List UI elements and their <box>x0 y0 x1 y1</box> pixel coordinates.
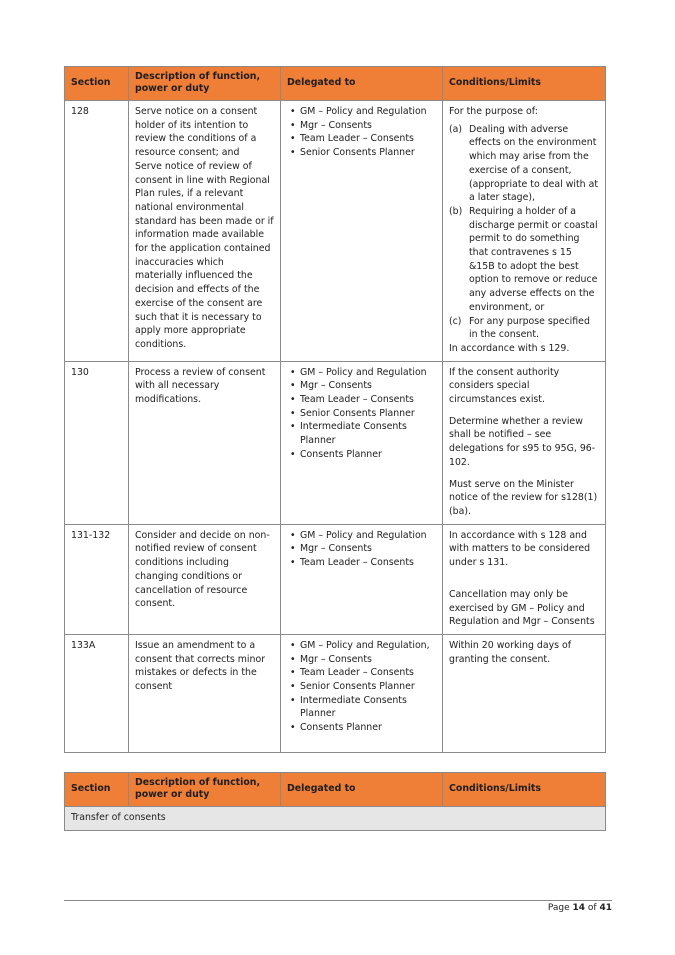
row-section: 133A <box>65 634 129 752</box>
delegate-item: • Senior Consents Planner <box>287 146 436 160</box>
condition-marker: (a) <box>449 123 463 135</box>
row-conditions <box>443 101 606 362</box>
condition-item <box>449 123 599 205</box>
delegate-item: • Team Leader – Consents <box>287 556 436 570</box>
delegate-item: • Intermediate Consents Planner <box>287 694 436 721</box>
condition-paragraph: Must serve on the Minister notice of the review for s128(1)(ba). <box>449 478 598 517</box>
page-total: 41 <box>599 903 612 913</box>
header-description: Description of function, power or duty <box>129 67 281 101</box>
description-paragraph: Issue an amendment to a consent that corrects minor mistakes or defects in the consent <box>135 639 266 693</box>
table-header-row <box>65 773 606 807</box>
header-delegated: Delegated to <box>281 67 443 101</box>
condition-marker: (c) <box>449 315 462 327</box>
delegate-item: • Team Leader – Consents <box>287 132 436 146</box>
row-description <box>129 361 281 524</box>
table-row <box>65 634 606 752</box>
table-row <box>65 101 606 362</box>
header-conditions: Conditions/Limits <box>443 773 606 807</box>
page-current: 14 <box>572 903 586 913</box>
condition-marker: (b) <box>449 205 463 217</box>
description-paragraph: Serve notice of review of consent in line with Regional Plan rules, if a relevant national environmental standard has been made or if information made available for the application contained inaccuracies which materially influenced the decision and effects of the exercise of the consent are such that it is necessary to apply more appropriate conditions. <box>135 160 274 350</box>
delegate-item: • Consents Planner <box>287 721 436 735</box>
delegate-item: • GM – Policy and Regulation <box>287 529 436 543</box>
delegate-item: • Mgr – Consents <box>287 653 436 667</box>
conditions-intro: For the purpose of: <box>449 106 538 117</box>
row-conditions <box>443 524 606 634</box>
header-conditions: Conditions/Limits <box>443 67 606 101</box>
condition-text: For any purpose specified in the consent. <box>469 315 590 341</box>
row-description <box>129 524 281 634</box>
page-of: of <box>587 903 597 913</box>
row-description <box>129 101 281 362</box>
condition-item <box>449 315 599 342</box>
delegate-item: • Team Leader – Consents <box>287 393 436 407</box>
table-row <box>65 361 606 524</box>
delegate-item: • Intermediate Consents Planner <box>287 420 436 447</box>
condition-text: Requiring a holder of a discharge permit or coastal permit to do something that contravenes s 15 &15B to adopt the best option to remove or reduce any adverse effects on the environment, or <box>469 205 598 313</box>
description-paragraph: Serve notice on a consent holder of its intention to review the conditions of a resource consent; and <box>135 106 258 159</box>
row-conditions <box>443 361 606 524</box>
delegations-table <box>64 66 606 753</box>
delegate-item: • Mgr – Consents <box>287 379 436 393</box>
row-section: 131-132 <box>65 524 129 634</box>
condition-paragraph: Cancellation may only be exercised by GM – Policy and Regulation and Mgr – Consents <box>449 588 595 628</box>
condition-item <box>449 205 599 315</box>
delegate-item: • Senior Consents Planner <box>287 407 436 421</box>
page-number <box>548 903 612 913</box>
row-section: 128 <box>65 101 129 362</box>
description-paragraph: Process a review of consent with all necessary modifications. <box>135 366 266 406</box>
condition-text: Dealing with adverse effects on the environment which may arise from the exercise of a consent, (appropriate to deal with at a later stage), <box>469 123 598 204</box>
header-section: Section <box>65 773 129 807</box>
row-delegated <box>281 524 443 634</box>
delegate-item: • Team Leader – Consents <box>287 666 436 680</box>
row-conditions <box>443 634 606 752</box>
table-row <box>65 524 606 634</box>
header-section: Section <box>65 67 129 101</box>
transfer-table <box>64 772 606 831</box>
subheading-row <box>65 807 606 831</box>
condition-paragraph: Determine whether a review shall be notified – see delegations for s95 to 95G, 96-102. <box>449 415 596 468</box>
condition-paragraph: In accordance with s 128 and with matters to be considered under s 131. <box>449 529 591 569</box>
delegate-item: • Senior Consents Planner <box>287 680 436 694</box>
row-delegated <box>281 101 443 362</box>
delegate-item: • Mgr – Consents <box>287 542 436 556</box>
row-delegated <box>281 634 443 752</box>
conditions-list <box>449 123 599 342</box>
row-description <box>129 634 281 752</box>
table-header-row <box>65 67 606 101</box>
row-section: 130 <box>65 361 129 524</box>
condition-paragraph: Within 20 working days of granting the consent. <box>449 639 572 665</box>
section-subheading: Transfer of consents <box>65 807 606 831</box>
conditions-outro: In accordance with s 129. <box>449 342 570 354</box>
delegate-item: • GM – Policy and Regulation <box>287 366 436 380</box>
description-paragraph: Consider and decide on non-notified review of consent conditions including changing conditions or cancellation of resource consent. <box>135 529 270 610</box>
footer-divider <box>64 900 612 901</box>
condition-paragraph: If the consent authority considers special circumstances exist. <box>449 366 560 406</box>
delegate-item: • Consents Planner <box>287 448 436 462</box>
header-delegated: Delegated to <box>281 773 443 807</box>
delegate-item: • GM – Policy and Regulation <box>287 105 436 119</box>
header-description: Description of function, power or duty <box>129 773 281 807</box>
delegate-item: • GM – Policy and Regulation, <box>287 639 436 653</box>
delegate-item: • Mgr – Consents <box>287 119 436 133</box>
row-delegated <box>281 361 443 524</box>
page-label: Page <box>547 903 570 913</box>
